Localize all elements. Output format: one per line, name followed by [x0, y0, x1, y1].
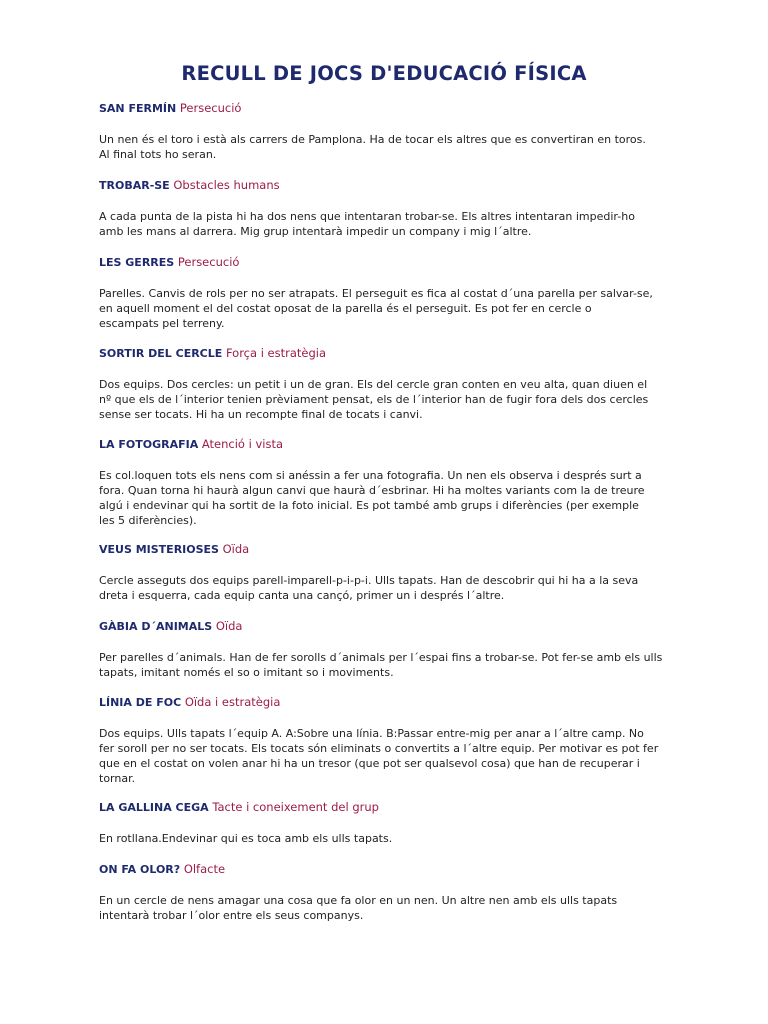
game-description: Dos equips. Dos cercles: un petit i un de gran. Els del cercle gran conten en veu alta, quan diuen el nº que els de l´interior tenien prèviament pensat, els de l´interior han de fugir fora dels dos cercles sense ser tocats. Hi ha un recompte final de tocats i canvi.	[99, 378, 649, 421]
game-entry-gabia-d-animals	[99, 619, 671, 680]
game-heading	[99, 437, 671, 452]
game-name: LÍNIA DE FOC	[99, 696, 182, 709]
game-name: LA GALLINA CEGA	[99, 801, 209, 814]
game-entry-les-gerres	[99, 255, 671, 331]
game-description: En un cercle de nens amagar una cosa que fa olor en un nen. Un altre nen amb els ulls tapats intentarà trobar l´olor entre els seus companys.	[99, 894, 618, 922]
game-heading	[99, 101, 671, 116]
game-entry-la-gallina-cega	[99, 800, 671, 846]
game-category: Atenció i vista	[201, 437, 284, 451]
game-entry-sortir-del-cercle	[99, 346, 671, 422]
game-heading	[99, 255, 671, 270]
game-description: Cercle asseguts dos equips parell-imparell-p-i-p-i. Ulls tapats. Han de descobrir qui hi ha a la seva dreta i esquerra, cada equip canta una cançó, primer un i després l´altre.	[99, 574, 639, 602]
game-entry-la-fotografia	[99, 437, 671, 528]
game-name: GÀBIA D´ANIMALS	[99, 620, 213, 633]
game-category: Força i estratègia	[225, 346, 327, 360]
game-entry-linia-de-foc	[99, 695, 671, 786]
game-name: ON FA OLOR?	[99, 863, 181, 876]
game-name: SAN FERMÍN	[99, 102, 177, 115]
game-heading	[99, 346, 671, 361]
game-entry-on-fa-olor	[99, 862, 671, 923]
game-name: LES GERRES	[99, 256, 175, 269]
game-category: Olfacte	[183, 862, 226, 876]
game-name: LA FOTOGRAFIA	[99, 438, 199, 451]
game-entry-trobar-se	[99, 178, 671, 239]
game-description: Dos equips. Ulls tapats l´equip A. A:Sobre una línia. B:Passar entre-mig per anar a l´altre camp. No fer soroll per no ser tocats. Els tocats són eliminats o convertits a l´altre equip. Per motivar es pot fer que en el costat on volen anar hi ha un tresor (que pot ser qualsevol cosa) que han de recuperar i tornar.	[99, 727, 659, 785]
game-category: Tacte i coneixement del grup	[212, 800, 379, 814]
game-description: A cada punta de la pista hi ha dos nens que intentaran trobar-se. Els altres intentaran impedir-ho amb les mans al darrera. Mig grup intentarà impedir un company i mig l´altre.	[99, 210, 635, 238]
document-title: RECULL DE JOCS D'EDUCACIÓ FÍSICA	[181, 62, 587, 85]
game-name: TROBAR-SE	[99, 179, 170, 192]
game-heading	[99, 800, 671, 815]
game-category: Oïda i estratègia	[184, 695, 281, 709]
game-heading	[99, 695, 671, 710]
game-description: Per parelles d´animals. Han de fer sorolls d´animals per l´espai fins a trobar-se. Pot fer-se amb els ulls tapats, imitant només el so o imitant so i moviments.	[99, 651, 663, 679]
game-category: Persecució	[177, 255, 240, 269]
game-name: VEUS MISTERIOSES	[99, 543, 219, 556]
game-entry-san-fermin	[99, 101, 671, 162]
game-description: Parelles. Canvis de rols per no ser atrapats. El perseguit es fica al costat d´una parella per salvar-se, en aquell moment el del costat oposat de la parella és el perseguit. Es pot fer en cercle o escampats pel terreny.	[99, 287, 653, 330]
game-entry-veus-misterioses	[99, 542, 671, 603]
game-heading	[99, 862, 671, 877]
game-description: Es col.loquen tots els nens com si anéssin a fer una fotografia. Un nen els observa i després surt a fora. Quan torna hi haurà algun canvi que haurà d´esbrinar. Hi ha moltes variants com la de treure algú i endevinar qui ha sortit de la foto inicial. Es pot també amb grups i diferències (per exemple les 5 diferències).	[99, 469, 645, 527]
game-description: Un nen és el toro i està als carrers de Pamplona. Ha de tocar els altres que es convertiran en toros. Al final tots ho seran.	[99, 133, 646, 161]
game-heading	[99, 178, 671, 193]
game-heading	[99, 542, 671, 557]
game-category: Oïda	[222, 542, 250, 556]
game-category: Persecució	[179, 101, 242, 115]
game-heading	[99, 619, 671, 634]
game-category: Obstacles humans	[173, 178, 280, 192]
game-description: En rotllana.Endevinar qui es toca amb els ulls tapats.	[99, 832, 393, 845]
game-category: Oïda	[215, 619, 243, 633]
game-name: SORTIR DEL CERCLE	[99, 347, 223, 360]
